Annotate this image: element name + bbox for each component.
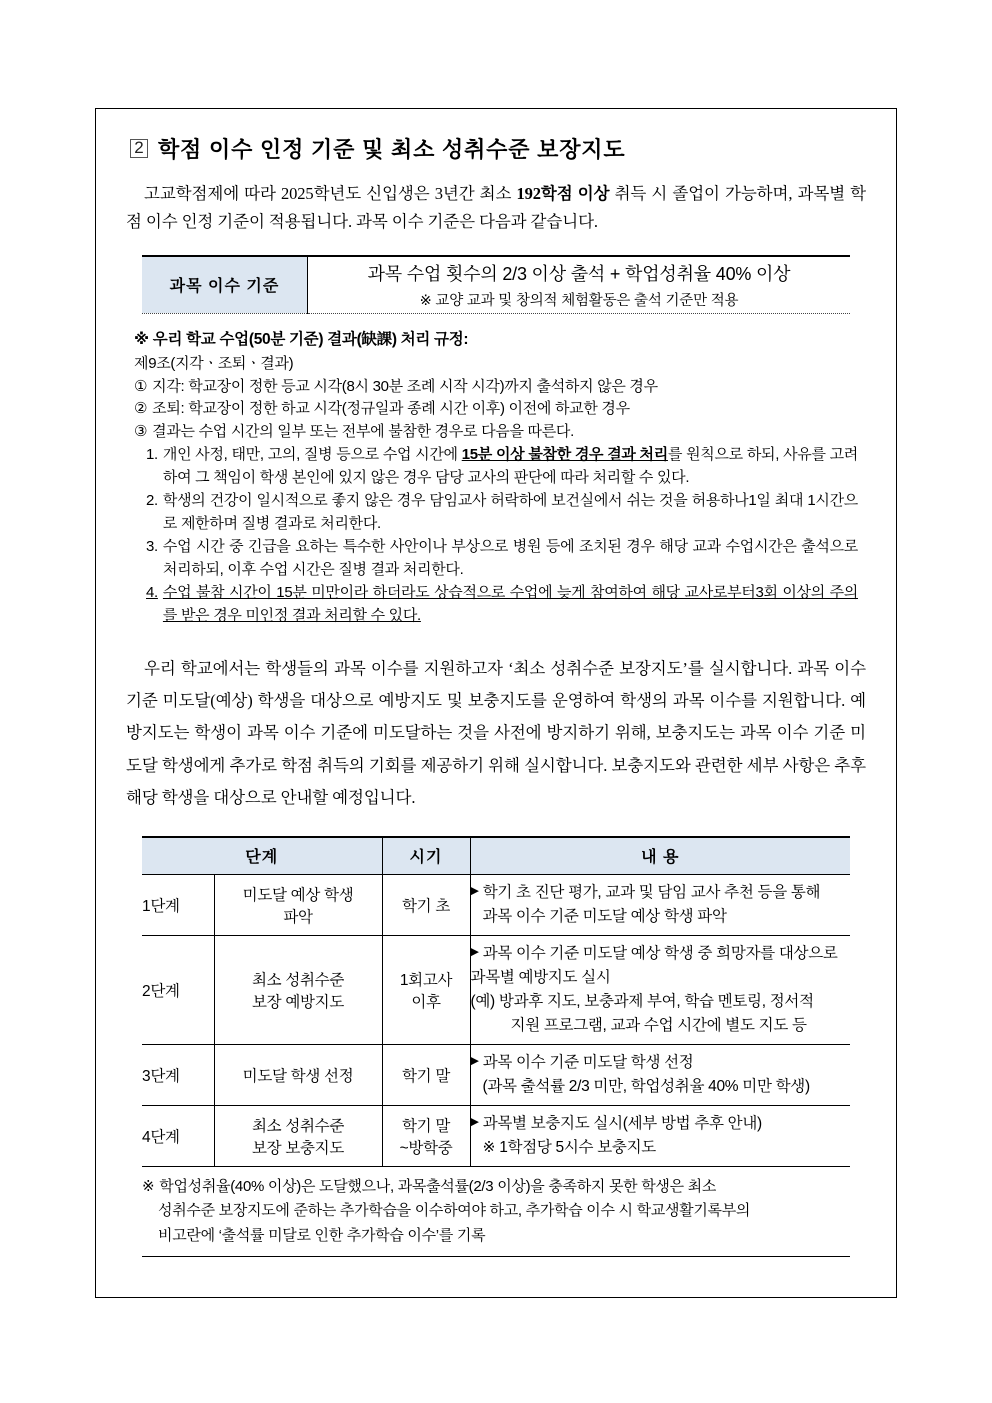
regulation-numbered-item xyxy=(146,582,858,627)
cell-content xyxy=(470,935,850,1044)
regulations-circled-list xyxy=(134,376,858,444)
list-marker: ① xyxy=(134,377,148,395)
triangle-bullet-icon: ▶ xyxy=(470,884,479,897)
criteria-main-rule: 과목 수업 횟수의 2/3 이상 출석 + 학업성취율 40% 이상 xyxy=(367,263,791,284)
content-text: (예) 방과후 지도, 보충과제 부여, 학습 멘토링, 정서적 xyxy=(470,992,814,1010)
regulation-numbered-item xyxy=(146,444,858,489)
body-paragraph: 우리 학교에서는 학생들의 과목 이수를 지원하고자 ‘최소 성취수준 보장지도’를 실시합니다. 과목 이수 기준 미도달(예상) 학생을 대상으로 예방지도 및 보충지도를 운영하여 학생의 과목 이수를 지원합니다. 예방지도는 학생이 과목 이수 기준에 미도달하는 것을 사전에 방지하기 위해, 보충지도는 과목 이수 기준 미도달 학생에게 추가로 학점 취득의 기회를 제공하기 위해 실시합니다. 보충지도와 관련한 세부 사항은 추후 해당 학생을 대상으로 안내할 예정입니다. xyxy=(126,659,866,807)
item-emphasis: 15분 이상 불참한 경우 결과 처리 xyxy=(461,446,668,463)
triangle-bullet-icon: ▶ xyxy=(470,1054,479,1067)
list-text: 지각: 학교장이 정한 등교 시각(8시 30분 조례 시작 시각)까지 출석하지 않은 경우 xyxy=(152,377,658,395)
column-header-time: 시기 xyxy=(382,837,470,875)
stage-name-line: 미도달 예상 학생 xyxy=(242,886,354,904)
time-line: 1회고사 xyxy=(399,971,453,989)
content-bullet-line xyxy=(471,1051,850,1075)
list-text: 학생의 건강이 일시적으로 좋지 않은 경우 담임교사 허락하에 보건실에서 쉬는 것을 허용하나1일 최대 1시간으로 제한하며 질병 결과로 처리한다. xyxy=(162,492,858,532)
cell-content xyxy=(470,1044,850,1105)
page-content xyxy=(96,109,896,1257)
content-bullet-line xyxy=(471,881,850,905)
cell-step: 1단계 xyxy=(142,874,214,935)
column-header-stage: 단계 xyxy=(142,837,382,875)
content-text: 과목별 예방지도 실시 xyxy=(470,968,611,986)
content-text: ※ 1학점당 5시수 보충지도 xyxy=(482,1139,656,1156)
stage-name-line: 최소 성취수준 xyxy=(251,1118,345,1135)
regulation-circled-item xyxy=(134,421,858,444)
cell-stage-name xyxy=(214,874,382,935)
footnote-text: 성취수준 보장지도에 준하는 추가학습을 이수하여야 하고, 추가학습 이수 시 학교생활기록부의 xyxy=(158,1202,751,1220)
regulations-title: ※ 우리 학교 수업(50분 기준) 결과(缺課) 처리 규정: xyxy=(134,330,469,348)
list-text: 수업 시간 중 긴급을 요하는 특수한 사안이나 부상으로 병원 등에 조치된 경우 해당 교과 수업시간은 출석으로 처리하되, 이후 수업 시간은 질병 결과 처리한다. xyxy=(162,538,858,578)
regulations-block xyxy=(134,328,858,627)
section-number-badge: 2 xyxy=(130,139,148,158)
footnote-text: 비고란에 ‘출석률 미달로 인한 추가학습 이수’를 기록 xyxy=(158,1226,486,1244)
time-line: 이후 xyxy=(411,993,441,1011)
list-text: 결과는 수업 시간의 일부 또는 전부에 불참한 경우로 다음을 따른다. xyxy=(152,422,574,440)
content-text: 과목 이수 기준 미도달 예상 학생 파악 xyxy=(482,907,727,925)
time-line: 학기 초 xyxy=(402,897,451,915)
regulations-article: 제9조(지각ㆍ조퇴ㆍ결과) xyxy=(134,355,294,372)
cell-time xyxy=(382,935,470,1044)
section-heading xyxy=(130,133,874,164)
stage-name-line: 보장 보충지도 xyxy=(251,1140,345,1157)
cell-time xyxy=(382,1105,470,1166)
time-line: 학기 말 xyxy=(402,1118,451,1135)
cell-step: 3단계 xyxy=(142,1044,214,1105)
content-text: 과목 이수 기준 미도달 예상 학생 중 희망자를 대상으로 xyxy=(482,944,838,962)
criteria-sub-rule: ※ 교양 교과 및 창의적 체험활동은 출석 기준만 적용 xyxy=(419,292,739,309)
page-title: 학점 이수 인정 기준 및 최소 성취수준 보장지도 xyxy=(158,137,626,162)
content-bullet-line xyxy=(471,1112,850,1136)
criteria-box xyxy=(142,255,850,314)
table-row xyxy=(142,935,850,1044)
cell-stage-name xyxy=(214,935,382,1044)
list-marker: 1. xyxy=(146,446,158,463)
stage-name-line: 파악 xyxy=(283,908,313,926)
cell-content xyxy=(470,1105,850,1166)
stage-name-line: 최소 성취수준 xyxy=(251,971,345,989)
item-suffix: 를 원칙으로 하되, 사유를 고려하여 그 책임이 학생 본인에 있지 않은 경우 담당 교사의 판단에 따라 처리할 수 있다. xyxy=(162,446,858,486)
regulation-circled-item xyxy=(134,398,858,421)
column-header-content: 내 용 xyxy=(470,837,850,875)
criteria-value-cell xyxy=(308,256,851,314)
content-text: 학기 초 진단 평가, 교과 및 담임 교사 추천 등을 통해 xyxy=(482,883,821,901)
cell-time xyxy=(382,1044,470,1105)
item-prefix: 개인 사정, 태만, 고의, 질병 등으로 수업 시간에 xyxy=(162,446,462,463)
cell-time xyxy=(382,874,470,935)
time-line: 학기 말 xyxy=(402,1067,451,1085)
table-header-row xyxy=(142,837,850,875)
list-text: 조퇴: 학교장이 정한 하교 시각(정규일과 종례 시간 이후) 이전에 하교한 경우 xyxy=(152,400,630,417)
cell-stage-name xyxy=(214,1105,382,1166)
list-marker: 4. xyxy=(146,584,158,601)
stage-table xyxy=(142,836,850,1167)
list-text xyxy=(163,444,858,489)
cell-step: 4단계 xyxy=(142,1105,214,1166)
reference-mark-icon: ※ xyxy=(142,1178,155,1196)
content-text: 과목 이수 기준 미도달 학생 선정 xyxy=(482,1053,694,1071)
regulation-numbered-item xyxy=(146,490,858,535)
table-row xyxy=(142,1044,850,1105)
list-marker: ③ xyxy=(134,422,148,440)
cell-step: 2단계 xyxy=(142,935,214,1044)
content-text: 지원 프로그램, 교과 수업 시간에 별도 지도 등 xyxy=(510,1016,807,1034)
stage-name-line: 미도달 학생 선정 xyxy=(242,1067,354,1085)
stage-table-wrap xyxy=(142,836,850,1167)
list-text: 수업 불참 시간이 15분 미만이라 하더라도 상습적으로 수업에 늦게 참여하여 해당 교사로부터3회 이상의 주의를 받은 경우 미인정 결과 처리할 수 있다. xyxy=(162,584,858,624)
criteria-row xyxy=(142,256,850,314)
content-text: 과목별 보충지도 실시(세부 방법 추후 안내) xyxy=(482,1114,762,1132)
footnote-line xyxy=(142,1175,850,1199)
stage-name-line: 보장 예방지도 xyxy=(251,993,345,1011)
list-marker: 2. xyxy=(146,492,158,509)
footnote-text: 학업성취율(40% 이상)은 도달했으나, 과목출석률(2/3 이상)을 충족하지 못한 학생은 최소 xyxy=(159,1178,717,1196)
list-marker: ② xyxy=(134,400,148,417)
cell-content xyxy=(470,874,850,935)
triangle-bullet-icon: ▶ xyxy=(470,1115,479,1128)
content-text: (과목 출석률 2/3 미만, 학업성취율 40% 미만 학생) xyxy=(482,1077,810,1095)
document-page-frame xyxy=(95,108,897,1298)
regulations-numbered-list xyxy=(146,444,858,627)
regulation-numbered-item xyxy=(146,536,858,581)
footnote-block xyxy=(142,1175,850,1257)
time-line: ~방학중 xyxy=(399,1140,453,1157)
criteria-label: 과목 이수 기준 xyxy=(142,256,308,314)
criteria-table xyxy=(142,255,850,314)
list-marker: 3. xyxy=(146,538,158,555)
content-bullet-line xyxy=(471,942,850,966)
table-row xyxy=(142,1105,850,1166)
intro-paragraph: 고교학점제에 따라 2025학년도 신입생은 3년간 최소 192학점 이상 취득 시 졸업이 가능하며, 과목별 학점 이수 인정 기준이 적용됩니다. 과목 이수 기준은 다음과 같습니다. xyxy=(126,184,867,232)
triangle-bullet-icon: ▶ xyxy=(470,945,479,958)
cell-stage-name xyxy=(214,1044,382,1105)
table-row xyxy=(142,874,850,935)
regulation-circled-item xyxy=(134,376,858,399)
